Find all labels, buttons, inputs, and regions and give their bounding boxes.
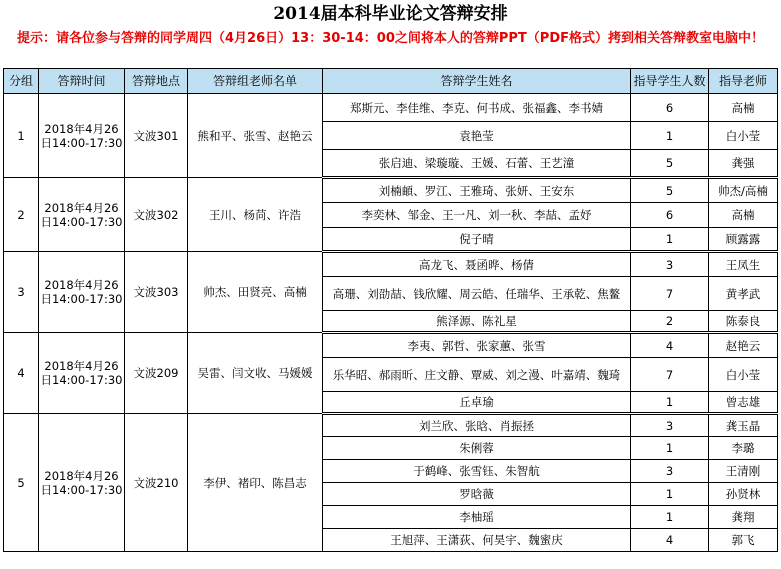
advisor-name: 白小莹 <box>709 122 778 150</box>
student-names: 倪子晴 <box>323 228 631 252</box>
student-names: 高龙飞、聂函晔、杨倩 <box>323 252 631 277</box>
advisor-name: 高楠 <box>709 203 778 228</box>
table-row <box>4 333 778 358</box>
header-advisor: 指导老师 <box>709 69 778 94</box>
advisor-name: 白小莹 <box>709 358 778 392</box>
student-count: 3 <box>631 252 709 277</box>
student-names: 乐华昭、郝雨昕、庄文静、覃威、刘之漫、叶嘉靖、魏琦 <box>323 358 631 392</box>
defense-time: 2018年4月26日14:00-17:30 <box>39 333 125 414</box>
student-count: 1 <box>631 506 709 529</box>
student-count: 2 <box>631 311 709 333</box>
student-names: 张启迪、梁璇璇、王媛、石蕾、王艺潼 <box>323 150 631 178</box>
group-number: 3 <box>4 252 39 333</box>
defense-place: 文波209 <box>125 333 188 414</box>
student-count: 3 <box>631 414 709 437</box>
student-count: 1 <box>631 122 709 150</box>
student-names: 王旭萍、王潇荻、何昊宇、魏蜜庆 <box>323 529 631 552</box>
panel-teachers: 熊和平、张雪、赵艳云 <box>188 94 323 178</box>
student-count: 6 <box>631 203 709 228</box>
header-teachers: 答辩组老师名单 <box>188 69 323 94</box>
advisor-name: 陈泰良 <box>709 311 778 333</box>
advisor-name: 李璐 <box>709 437 778 460</box>
advisor-name: 帅杰/高楠 <box>709 178 778 203</box>
table-row <box>4 178 778 203</box>
student-names: 李奕林、邹金、王一凡、刘一秋、李喆、孟妤 <box>323 203 631 228</box>
schedule-table <box>3 68 778 552</box>
student-count: 5 <box>631 150 709 178</box>
student-names: 刘楠頔、罗江、王雅琦、张妍、王安东 <box>323 178 631 203</box>
table-row <box>4 252 778 277</box>
defense-time: 2018年4月26日14:00-17:30 <box>39 414 125 552</box>
header-time: 答辩时间 <box>39 69 125 94</box>
student-count: 4 <box>631 333 709 358</box>
advisor-name: 孙贤林 <box>709 483 778 506</box>
student-names: 李柚瑶 <box>323 506 631 529</box>
student-names: 刘兰欣、张晗、肖振拯 <box>323 414 631 437</box>
header-place: 答辩地点 <box>125 69 188 94</box>
defense-time: 2018年4月26日14:00-17:30 <box>39 252 125 333</box>
student-names: 高珊、刘劭喆、钱欣耀、周云皓、任瑞华、王承乾、焦鳌 <box>323 277 631 311</box>
advisor-name: 王清刚 <box>709 460 778 483</box>
student-names: 罗晗薇 <box>323 483 631 506</box>
student-names: 袁艳莹 <box>323 122 631 150</box>
defense-place: 文波210 <box>125 414 188 552</box>
defense-place: 文波302 <box>125 178 188 252</box>
advisor-name: 高楠 <box>709 94 778 122</box>
student-count: 3 <box>631 460 709 483</box>
group-number: 4 <box>4 333 39 414</box>
student-count: 4 <box>631 529 709 552</box>
table-row <box>4 414 778 437</box>
advisor-name: 王凤生 <box>709 252 778 277</box>
advisor-name: 黄孝武 <box>709 277 778 311</box>
advisor-name: 顾露露 <box>709 228 778 252</box>
student-count: 1 <box>631 437 709 460</box>
group-number: 1 <box>4 94 39 178</box>
defense-place: 文波301 <box>125 94 188 178</box>
defense-time: 2018年4月26日14:00-17:30 <box>39 94 125 178</box>
student-names: 于鹤峰、张雪钰、朱智航 <box>323 460 631 483</box>
student-names: 朱俐蓉 <box>323 437 631 460</box>
advisor-name: 龚强 <box>709 150 778 178</box>
notice-text: 提示：请各位参与答辩的同学周四（4月26日）13：30-14：00之间将本人的答辩PPT（PDF格式）拷到相关答辩教室电脑中！ <box>16 31 765 46</box>
defense-time: 2018年4月26日14:00-17:30 <box>39 178 125 252</box>
advisor-name: 赵艳云 <box>709 333 778 358</box>
advisor-name: 曾志雄 <box>709 392 778 414</box>
defense-place: 文波303 <box>125 252 188 333</box>
student-count: 7 <box>631 358 709 392</box>
table-row <box>4 94 778 122</box>
student-count: 1 <box>631 228 709 252</box>
advisor-name: 龚翔 <box>709 506 778 529</box>
student-count: 7 <box>631 277 709 311</box>
student-names: 熊泽源、陈礼星 <box>323 311 631 333</box>
header-students: 答辩学生姓名 <box>323 69 631 94</box>
student-count: 6 <box>631 94 709 122</box>
advisor-name: 龚玉晶 <box>709 414 778 437</box>
page-title: 2014届本科毕业论文答辩安排 <box>273 4 508 24</box>
student-count: 5 <box>631 178 709 203</box>
panel-teachers: 王川、杨苘、许浩 <box>188 178 323 252</box>
student-count: 1 <box>631 483 709 506</box>
group-number: 5 <box>4 414 39 552</box>
panel-teachers: 李伊、褚印、陈昌志 <box>188 414 323 552</box>
student-names: 李夷、郭哲、张家蕙、张雪 <box>323 333 631 358</box>
student-count: 1 <box>631 392 709 414</box>
header-group: 分组 <box>4 69 39 94</box>
student-names: 丘卓瑜 <box>323 392 631 414</box>
table-header-row <box>4 69 778 94</box>
panel-teachers: 帅杰、田贤亮、高楠 <box>188 252 323 333</box>
header-count: 指导学生人数 <box>631 69 709 94</box>
group-number: 2 <box>4 178 39 252</box>
panel-teachers: 吴雷、闫文收、马媛媛 <box>188 333 323 414</box>
student-names: 郑斯元、李佳维、李克、何书成、张福鑫、李书婧 <box>323 94 631 122</box>
advisor-name: 郭飞 <box>709 529 778 552</box>
